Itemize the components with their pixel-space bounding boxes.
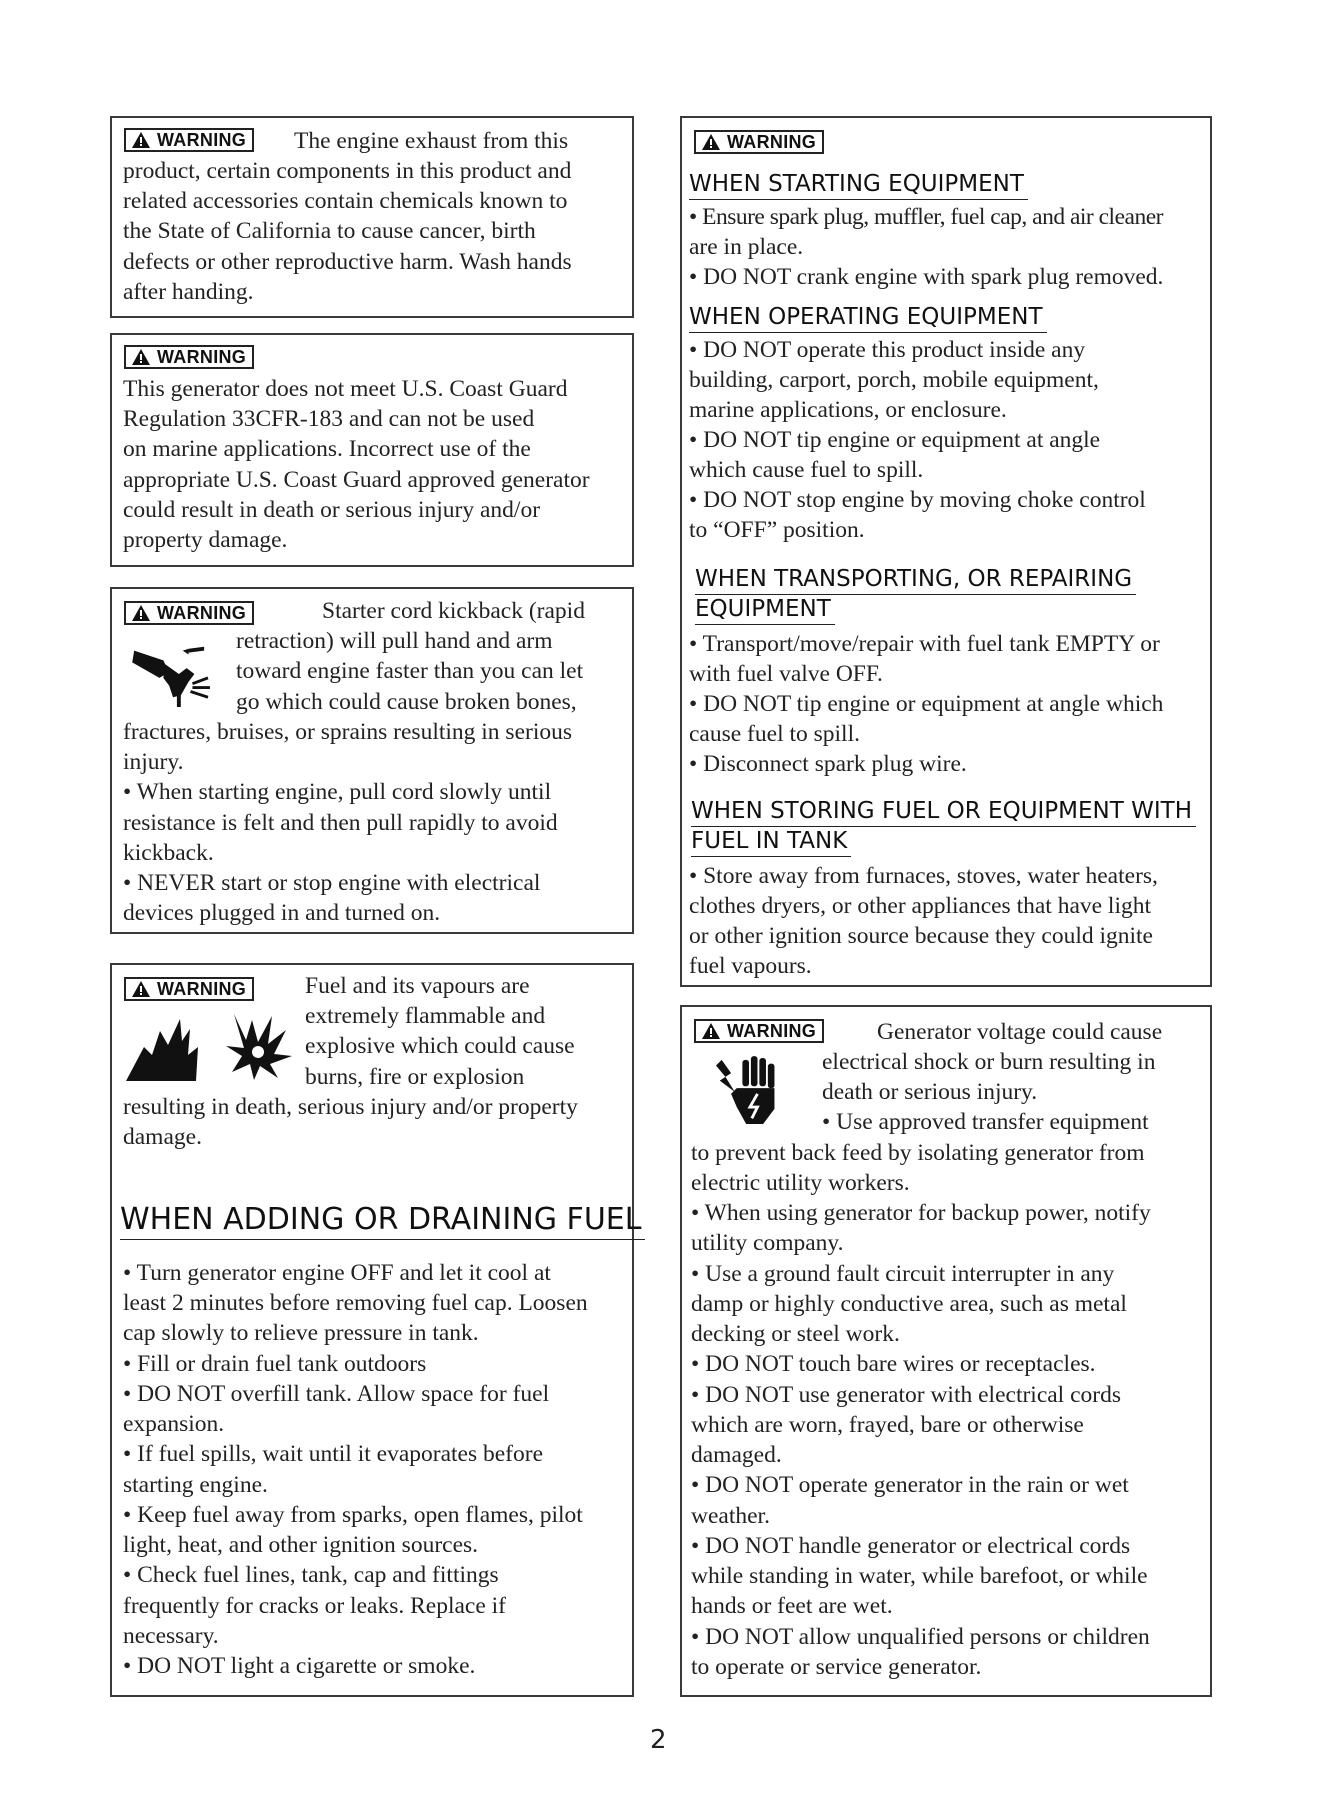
warning-badge xyxy=(124,977,254,1001)
text-line: to prevent back feed by isolating generator from xyxy=(691,1140,1145,1166)
text-line: expansion. xyxy=(123,1411,225,1437)
text-line: • DO NOT touch bare wires or receptacles. xyxy=(691,1351,1096,1377)
text-line: with fuel valve OFF. xyxy=(689,661,883,687)
warning-label: WARNING xyxy=(157,603,247,623)
text-line: • When using generator for backup power, notify xyxy=(691,1200,1151,1226)
warning-box-california xyxy=(110,116,634,318)
text-line: resulting in death, serious injury and/or property xyxy=(123,1094,578,1120)
text-line: fuel vapours. xyxy=(689,953,812,979)
text-line: • Turn generator engine OFF and let it cool at xyxy=(123,1260,551,1286)
text-line: • DO NOT handle generator or electrical cords xyxy=(691,1533,1131,1559)
text-line: while standing in water, while barefoot, or while xyxy=(691,1563,1148,1589)
text-line: toward engine faster than you can let xyxy=(236,658,584,684)
warning-badge xyxy=(694,1019,824,1043)
warning-box-fuel xyxy=(110,963,642,1697)
text-line: • DO NOT light a cigarette or smoke. xyxy=(123,1653,476,1679)
text-line: cap slowly to relieve pressure in tank. xyxy=(123,1320,479,1346)
text-line: appropriate U.S. Coast Guard approved generator xyxy=(123,467,590,493)
warning-label: WARNING xyxy=(157,130,247,150)
text-line: • DO NOT allow unqualified persons or children xyxy=(691,1624,1150,1650)
warning-badge xyxy=(124,601,254,625)
warning-label: WARNING xyxy=(157,979,247,999)
text-line: • DO NOT use generator with electrical cords xyxy=(691,1382,1121,1408)
text-line: the State of California to cause cancer, birth xyxy=(123,218,536,244)
text-line: marine applications, or enclosure. xyxy=(689,397,1007,423)
text-line: electric utility workers. xyxy=(691,1170,910,1196)
text-line: Generator voltage could cause xyxy=(877,1019,1163,1045)
text-line: The engine exhaust from this xyxy=(294,128,569,154)
text-line: kickback. xyxy=(123,840,214,866)
text-line: • DO NOT operate this product inside any xyxy=(689,337,1086,363)
text-line: product, certain components in this product and xyxy=(123,158,572,184)
text-line: which are worn, frayed, bare or otherwise xyxy=(691,1412,1084,1438)
warning-label: WARNING xyxy=(727,1021,817,1041)
text-line: • Fill or drain fuel tank outdoors xyxy=(123,1351,427,1377)
text-line: related accessories contain chemicals known to xyxy=(123,188,568,214)
text-line: • DO NOT tip engine or equipment at angle xyxy=(689,427,1101,453)
section-heading: WHEN STARTING EQUIPMENT xyxy=(689,169,1028,200)
warning-label: WARNING xyxy=(157,347,247,367)
warning-box-coast-guard xyxy=(110,333,634,567)
text-line: weather. xyxy=(691,1503,770,1529)
text-line: • DO NOT crank engine with spark plug removed. xyxy=(689,264,1164,290)
text-line: • DO NOT operate generator in the rain or wet xyxy=(691,1472,1129,1498)
text-line: fractures, bruises, or sprains resulting in serious xyxy=(123,719,573,745)
text-line: damaged. xyxy=(691,1442,782,1468)
text-line: hands or feet are wet. xyxy=(691,1593,893,1619)
text-line: electrical shock or burn resulting in xyxy=(822,1049,1156,1075)
text-line: • DO NOT overfill tank. Allow space for fuel xyxy=(123,1381,550,1407)
text-line: • DO NOT stop engine by moving choke control xyxy=(689,487,1146,513)
electric-shock-hand-icon xyxy=(716,1055,782,1127)
text-line: decking or steel work. xyxy=(691,1321,900,1347)
text-line: • NEVER start or stop engine with electrical xyxy=(123,870,541,896)
text-line: least 2 minutes before removing fuel cap. Loosen xyxy=(123,1290,588,1316)
text-line: to operate or service generator. xyxy=(691,1654,982,1680)
explosion-icon xyxy=(224,1009,294,1081)
section-heading: WHEN TRANSPORTING, OR REPAIRING xyxy=(695,564,1136,595)
text-line: Regulation 33CFR-183 and can not be used xyxy=(123,406,535,432)
text-line: defects or other reproductive harm. Wash hands xyxy=(123,249,572,275)
text-line: damage. xyxy=(123,1124,202,1150)
text-line: could result in death or serious injury and/or xyxy=(123,497,541,523)
flame-icon xyxy=(124,1013,204,1083)
text-line: burns, fire or explosion xyxy=(305,1064,525,1090)
text-line: clothes dryers, or other appliances that have light xyxy=(689,893,1152,919)
text-line: retraction) will pull hand and arm xyxy=(236,628,553,654)
section-heading: EQUIPMENT xyxy=(695,594,835,625)
warning-badge xyxy=(694,130,824,154)
warning-box-equipment xyxy=(680,116,1212,987)
text-line: or other ignition source because they could ignite xyxy=(689,923,1153,949)
text-line: This generator does not meet U.S. Coast Guard xyxy=(123,376,568,402)
text-line: • Use approved transfer equipment xyxy=(822,1109,1149,1135)
text-line: are in place. xyxy=(689,234,804,260)
text-line: • Store away from furnaces, stoves, water heaters, xyxy=(689,863,1158,889)
section-heading: FUEL IN TANK xyxy=(691,826,851,857)
kickback-hand-icon xyxy=(130,639,218,707)
text-line: property damage. xyxy=(123,527,288,553)
warning-triangle-icon xyxy=(132,132,150,148)
text-line: • Ensure spark plug, muffler, fuel cap, and air cleaner xyxy=(689,204,1163,230)
warning-triangle-icon xyxy=(132,605,150,621)
text-line: • Disconnect spark plug wire. xyxy=(689,751,967,777)
text-line: • DO NOT tip engine or equipment at angle which xyxy=(689,691,1164,717)
warning-triangle-icon xyxy=(132,349,150,365)
text-line: • Keep fuel away from sparks, open flames, pilot xyxy=(123,1502,583,1528)
section-heading: WHEN ADDING OR DRAINING FUEL xyxy=(120,1201,645,1240)
warning-box-electrical xyxy=(680,1005,1212,1697)
text-line: to “OFF” position. xyxy=(689,517,865,543)
text-line: resistance is felt and then pull rapidly to avoid xyxy=(123,810,558,836)
warning-triangle-icon xyxy=(702,1023,720,1039)
text-line: on marine applications. Incorrect use of the xyxy=(123,436,531,462)
text-line: • Check fuel lines, tank, cap and fittings xyxy=(123,1562,499,1588)
text-line: utility company. xyxy=(691,1230,844,1256)
text-line: after handing. xyxy=(123,279,254,305)
text-line: • If fuel spills, wait until it evaporates before xyxy=(123,1441,544,1467)
text-line: building, carport, porch, mobile equipment, xyxy=(689,367,1099,393)
text-line: • Transport/move/repair with fuel tank EMPTY or xyxy=(689,631,1160,657)
text-line: cause fuel to spill. xyxy=(689,721,860,747)
text-line: • Use a ground fault circuit interrupter in any xyxy=(691,1261,1115,1287)
text-line: which cause fuel to spill. xyxy=(689,457,924,483)
text-line: frequently for cracks or leaks. Replace if xyxy=(123,1593,506,1619)
warning-label: WARNING xyxy=(727,132,817,152)
text-line: necessary. xyxy=(123,1623,219,1649)
text-line: go which could cause broken bones, xyxy=(236,689,577,715)
warning-badge xyxy=(124,345,254,369)
text-line: devices plugged in and turned on. xyxy=(123,900,441,926)
text-line: • When starting engine, pull cord slowly until xyxy=(123,779,552,805)
section-heading: WHEN STORING FUEL OR EQUIPMENT WITH xyxy=(691,796,1196,827)
warning-box-kickback xyxy=(110,587,634,934)
text-line: light, heat, and other ignition sources. xyxy=(123,1532,479,1558)
text-line: Fuel and its vapours are xyxy=(305,973,530,999)
text-line: death or serious injury. xyxy=(822,1079,1038,1105)
text-line: Starter cord kickback (rapid xyxy=(322,598,585,624)
warning-badge xyxy=(124,128,254,152)
warning-triangle-icon xyxy=(702,134,720,150)
text-line: injury. xyxy=(123,749,184,775)
warning-triangle-icon xyxy=(132,981,150,997)
text-line: starting engine. xyxy=(123,1472,268,1498)
text-line: extremely flammable and xyxy=(305,1003,546,1029)
text-line: damp or highly conductive area, such as metal xyxy=(691,1291,1127,1317)
text-line: explosive which could cause xyxy=(305,1033,575,1059)
section-heading: WHEN OPERATING EQUIPMENT xyxy=(689,302,1047,333)
page-number: 2 xyxy=(650,1725,667,1755)
